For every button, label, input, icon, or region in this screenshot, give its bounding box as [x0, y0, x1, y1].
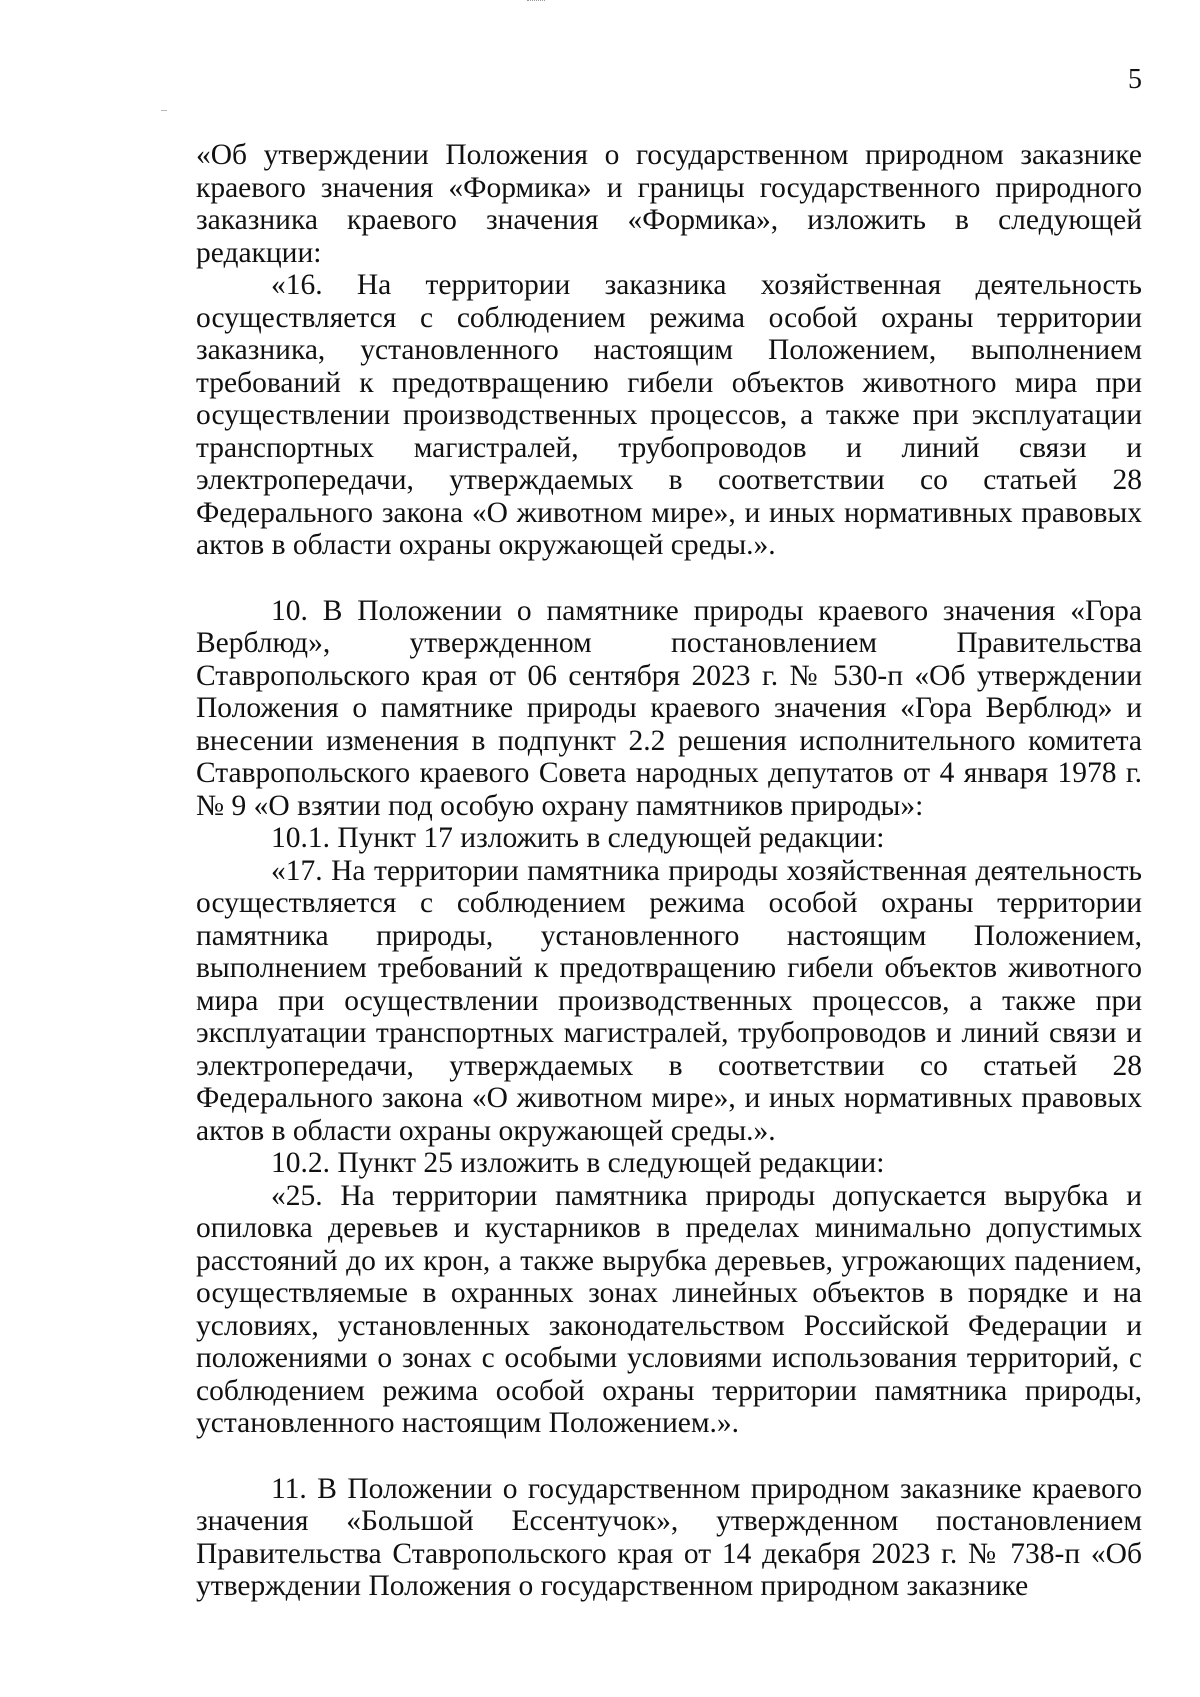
scan-mark-top [527, 0, 545, 7]
paragraph-item-11: 11. В Положении о государственном природном заказнике краевого значения «Большой Ессентучок», утвержденном постановлением Правительства Ставропольского края от 14 декабря 2023 г. № 738-п «Об утверждении Положения о государственном природном заказнике [196, 1472, 1142, 1602]
paragraph-continuation: «Об утверждении Положения о государственном природном заказнике краевого значения «Формика» и границы государственного природного заказника краевого значения «Формика», изложить в следующей редакции: [196, 139, 1142, 269]
paragraph-item-17: «17. На территории памятника природы хозяйственная деятельность осуществляется с соблюдением режима особой охраны территории памятника природы, установленного настоящим Положением, выполнением требований к предотвращению гибели объектов животного мира при осуществлении производственных процессов, а также при эксплуатации транспортных магистралей, трубопроводов и линий связи и электропередачи, утверждаемых в соответствии со статьей 28 Федерального закона «О животном мире», и иных нормативных правовых актов в области охраны окружающей среды.». [196, 854, 1142, 1147]
paragraph-item-16: «16. На территории заказника хозяйственная деятельность осуществляется с соблюдением режима особой охраны территории заказника, установленного настоящим Положением, выполнением требований к предотвращению гибели объектов животного мира при осуществлении производственных процессов, а также при эксплуатации транспортных магистралей, трубопроводов и линий связи и электропередачи, утверждаемых в соответствии со статьей 28 Федерального закона «О животном мире», и иных нормативных правовых актов в области охраны окружающей среды.». [196, 269, 1142, 561]
page-number: 5 [1128, 64, 1142, 95]
scan-mark-left [161, 110, 167, 111]
paragraph-item-10-2: 10.2. Пункт 25 изложить в следующей редакции: [271, 1147, 885, 1179]
paragraph-item-10-1: 10.1. Пункт 17 изложить в следующей редакции: [271, 822, 885, 854]
paragraph-item-10: 10. В Положении о памятнике природы краевого значения «Гора Верблюд», утвержденном постановлением Правительства Ставропольского края от 06 сентября 2023 г. № 530-п «Об утверждении Положения о памятнике природы краевого значения «Гора Верблюд» и внесении изменения в подпункт 2.2 решения исполнительного комитета Ставропольского краевого Совета народных депутатов от 4 января 1978 г. № 9 «О взятии под особую охрану памятников природы»: [196, 594, 1142, 822]
paragraph-item-25: «25. На территории памятника природы допускается вырубка и опиловка деревьев и кустарников в пределах минимально допустимых расстояний до их крон, а также вырубка деревьев, угрожающих падением, осуществляемые в охранных зонах линейных объектов в порядке и на условиях, установленных законодательством Российской Федерации и положениями о зонах с особыми условиями использования территорий, с соблюдением режима особой охраны территории памятника природы, установленного настоящим Положением.». [196, 1179, 1142, 1439]
document-body [196, 139, 1142, 1603]
